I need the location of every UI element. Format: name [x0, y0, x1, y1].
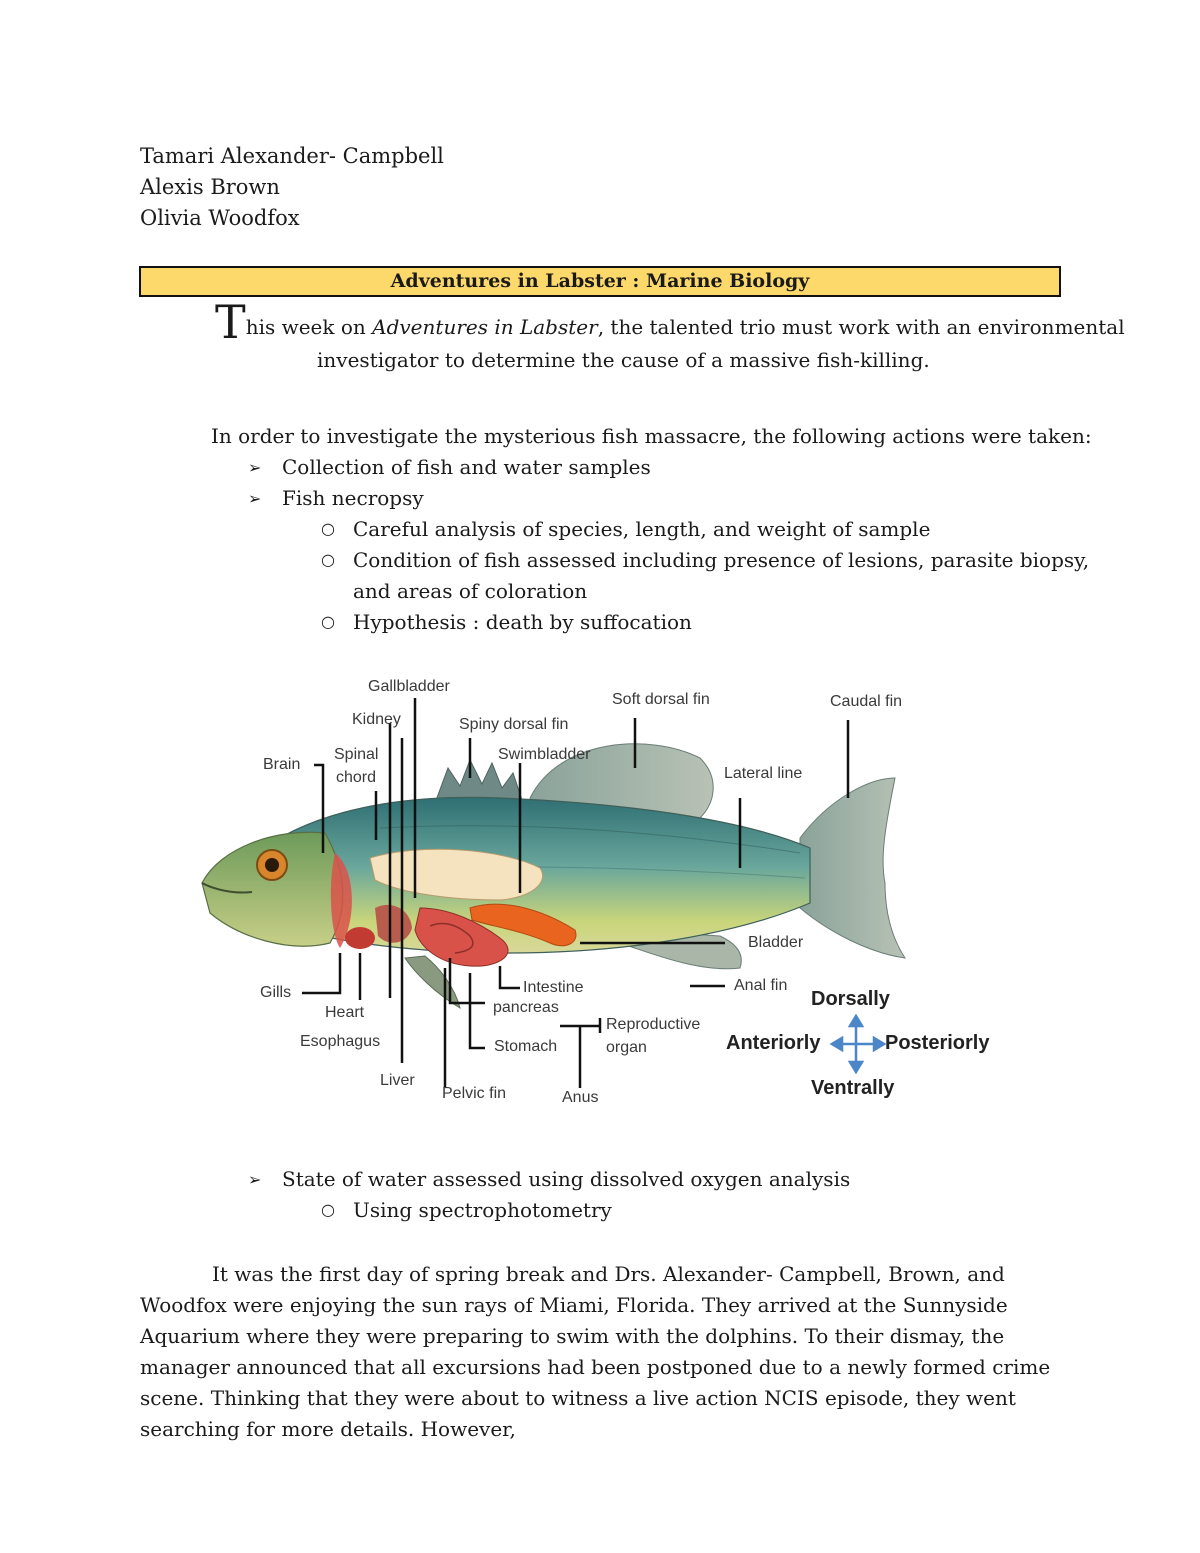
intro-line-2: investigator to determine the cause of a massive fish-killing. — [317, 348, 930, 372]
list-item-text: Using spectrophotometry — [353, 1198, 612, 1222]
author-name: Olivia Woodfox — [140, 206, 300, 230]
label-spinal-chord: Spinal — [334, 746, 379, 763]
sub-list-item — [321, 1198, 612, 1222]
author-name: Tamari Alexander- Campbell — [140, 144, 444, 168]
author-list — [140, 141, 444, 234]
list-item — [248, 455, 651, 479]
label-stomach: Stomach — [494, 1038, 558, 1055]
circle-bullet-icon: ○ — [321, 612, 335, 631]
fish-anatomy-figure — [180, 668, 1020, 1138]
label-gills: Gills — [260, 984, 292, 1001]
story-paragraph — [140, 1259, 1060, 1445]
label-pancreas: pancreas — [493, 999, 559, 1016]
arrow-bullet-icon: ➢ — [248, 1170, 262, 1189]
label-caudal-fin: Caudal fin — [830, 693, 903, 710]
sub-list-item-continuation: and areas of coloration — [353, 579, 588, 603]
label-soft-dorsal-fin: Soft dorsal fin — [612, 691, 710, 708]
label-spinal-chord-line2: chord — [336, 769, 377, 786]
drop-cap: T — [215, 295, 246, 349]
label-posteriorly: Posteriorly — [885, 1032, 990, 1054]
list-item-text: Fish necropsy — [282, 486, 424, 510]
pelvic-fin-shape — [405, 956, 460, 1008]
arrow-bullet-icon: ➢ — [248, 458, 262, 477]
label-brain: Brain — [263, 756, 301, 773]
label-reproductive-organ: Reproductive — [606, 1016, 701, 1033]
document-title: Adventures in Labster : Marine Biology — [139, 266, 1061, 297]
label-heart: Heart — [325, 1004, 365, 1021]
fish-anatomy-illustration — [180, 668, 1020, 1138]
label-lateral-line: Lateral line — [724, 765, 803, 782]
sub-list-item — [321, 610, 692, 634]
label-dorsally: Dorsally — [811, 988, 890, 1010]
label-liver: Liver — [380, 1072, 415, 1089]
intro-line-1 — [215, 295, 1125, 349]
list-item-text: State of water assessed using dissolved oxygen analysis — [282, 1167, 851, 1191]
list-item-text: Careful analysis of species, length, and weight of sample — [353, 517, 931, 541]
story-text: It was the first day of spring break and Drs. Alexander- Campbell, Brown, and Woodfox were enjoying the sun rays of Miami, Florida. They arrived at the Sunnyside Aquarium where they were preparing to swim with the dolphins. To their dismay, the manager announced that all excursions had been postponed due to a newly formed crime scene. Thinking that they were about to witness a live action NCIS episode, they went searching for more details. However, — [140, 1262, 1051, 1441]
list-item-text: Condition of fish assessed including presence of lesions, parasite biopsy, — [353, 548, 1090, 572]
label-swimbladder: Swimbladder — [498, 746, 591, 763]
author-name: Alexis Brown — [140, 175, 280, 199]
intro-text: , the talented trio must work with an environmental — [597, 315, 1125, 339]
show-title: Adventures in Labster — [372, 315, 598, 339]
label-ventrally: Ventrally — [811, 1077, 895, 1099]
label-anteriorly: Anteriorly — [726, 1032, 821, 1054]
actions-intro: In order to investigate the mysterious fish massacre, the following actions were taken: — [211, 424, 1092, 448]
label-reproductive-organ-line2: organ — [606, 1039, 647, 1056]
circle-bullet-icon: ○ — [321, 1200, 335, 1219]
list-item-text: Collection of fish and water samples — [282, 455, 651, 479]
intro-text: his week on — [245, 315, 373, 339]
sub-list-item — [321, 517, 931, 541]
label-spiny-dorsal-fin: Spiny dorsal fin — [459, 716, 569, 733]
label-anal-fin: Anal fin — [734, 977, 788, 994]
spiny-dorsal-fin-shape — [435, 760, 522, 803]
label-pelvic-fin: Pelvic fin — [442, 1085, 507, 1102]
label-esophagus: Esophagus — [300, 1033, 381, 1050]
label-bladder: Bladder — [748, 934, 804, 951]
label-gallbladder: Gallbladder — [368, 678, 450, 695]
sub-list-item — [321, 548, 1090, 572]
direction-compass — [832, 1016, 884, 1072]
circle-bullet-icon: ○ — [321, 519, 335, 538]
heart-shape — [345, 927, 375, 949]
label-anus: Anus — [562, 1089, 599, 1106]
list-item — [248, 1167, 851, 1191]
label-intestine: Intestine — [523, 979, 584, 996]
arrow-bullet-icon: ➢ — [248, 489, 262, 508]
list-item-text: Hypothesis : death by suffocation — [353, 610, 692, 634]
intro-paragraph — [215, 295, 1125, 372]
label-kidney: Kidney — [352, 711, 401, 728]
list-item — [248, 486, 424, 510]
circle-bullet-icon: ○ — [321, 550, 335, 569]
caudal-fin-shape — [800, 778, 905, 958]
